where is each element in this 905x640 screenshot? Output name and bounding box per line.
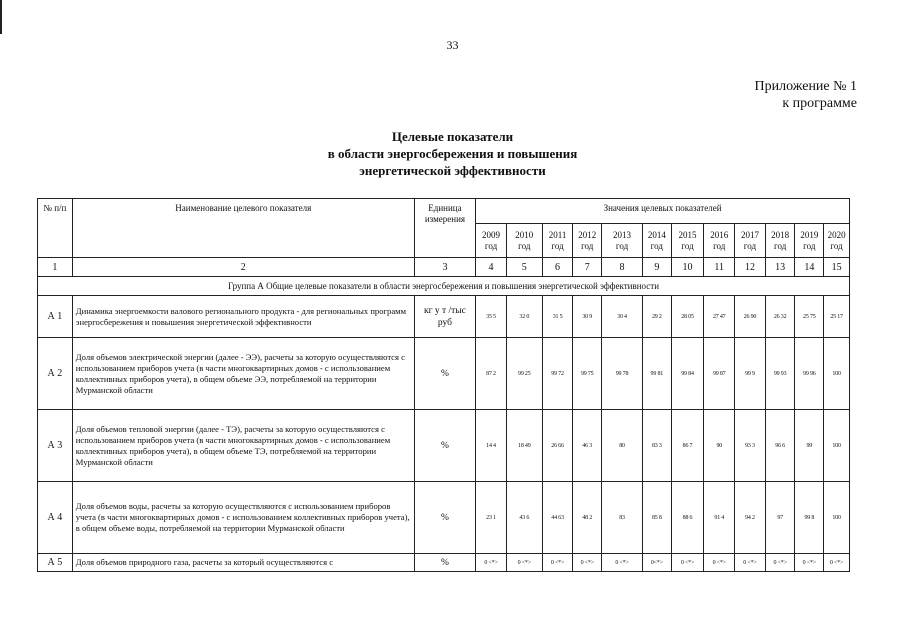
column-number: 10 [671,258,704,277]
table-row [38,482,850,554]
table-row [38,554,850,572]
year-word: год [551,240,564,251]
row-value: 0 <*> [795,554,824,572]
title-line-3: энергетической эффективности [359,163,546,178]
row-value: 100 [824,410,850,482]
header-name: Наименование целевого показателя [72,199,414,258]
row-value: 99 78 [602,338,643,410]
row-indicator-name: Доля объемов природного газа, расчеты за который осуществляются с [72,554,414,572]
row-value: 25 75 [795,296,824,338]
year-header [476,224,507,258]
year-value: 2016 [710,229,729,240]
row-value: 99 87 [704,338,735,410]
year-value: 2018 [771,229,790,240]
row-indicator-name: Доля объемов тепловой энергии (далее - ТЭ), расчеты за которую осуществляются с использованием приборов учета (в части многоквартирных домов - с использованием коллективных приборов учета), в общем объеме ТЭ, потребляемой на территории Мурманской области [72,410,414,482]
header-unit: Единица измерения [414,199,475,258]
column-number: 3 [414,258,475,277]
row-value: 99 96 [795,338,824,410]
year-header [506,224,542,258]
table-row [38,410,850,482]
row-value: 26 32 [765,296,795,338]
year-word: год [615,240,629,251]
row-value: 80 [602,410,643,482]
row-value: 0 <*> [765,554,795,572]
column-number: 11 [704,258,735,277]
row-value: 87 2 [476,338,507,410]
row-value: 46 3 [573,410,602,482]
year-value: 2011 [548,229,567,240]
row-unit: кг у т /тыс руб [414,296,475,338]
header-values: Значения целевых показателей [476,199,850,224]
row-value: 100 [824,338,850,410]
row-code: А 4 [38,482,73,554]
column-number: 12 [735,258,766,277]
row-value: 99 9 [735,338,766,410]
row-value: 14 4 [476,410,507,482]
row-value: 35 5 [476,296,507,338]
year-header [573,224,602,258]
year-header [642,224,671,258]
year-header [542,224,573,258]
year-value: 2019 [800,229,819,240]
row-value: 99 8 [795,482,824,554]
row-value: 26 66 [542,410,573,482]
row-indicator-name: Доля объемов электрической энергии (далее - ЭЭ), расчеты за которую осуществляются с использованием приборов учета (в части многоквартирных домов - с использованием коллективных приборов учета), в общем объеме ЭЭ, потребляемой на территории Мурманской области [72,338,414,410]
row-value: 88 6 [671,482,704,554]
year-word: год [518,240,531,251]
row-value: 83 3 [642,410,671,482]
row-indicator-name: Доля объемов воды, расчеты за которую осуществляются с использованием приборов учета (в части многоквартирных домов - с использованием коллективных приборов учета), в общем объеме воды, потребляемой на территории Мурманской области [72,482,414,554]
row-value: 0 <*> [671,554,704,572]
column-number: 9 [642,258,671,277]
row-value: 96 6 [765,410,795,482]
year-header [735,224,766,258]
year-header [704,224,735,258]
row-value: 28 05 [671,296,704,338]
row-value: 0<*> [642,554,671,572]
column-number: 5 [506,258,542,277]
row-value: 91 4 [704,482,735,554]
row-value: 0 <*> [573,554,602,572]
column-number: 2 [72,258,414,277]
row-value: 99 [795,410,824,482]
year-word: год [484,240,498,251]
row-value: 0 <*> [824,554,850,572]
year-header [824,224,850,258]
year-value: 2009 [482,229,500,240]
year-word: год [830,240,843,251]
row-value: 97 [765,482,795,554]
row-code: А 2 [38,338,73,410]
year-value: 2013 [613,229,632,240]
row-value: 99 81 [642,338,671,410]
row-indicator-name: Динамика энергоемкости валового регионального продукта - для региональных программ энергосбережения и повышения энергетической эффективности [72,296,414,338]
row-value: 18 49 [506,410,542,482]
year-word: год [581,240,594,251]
year-value: 2012 [578,229,597,240]
row-value: 99 84 [671,338,704,410]
year-header [602,224,643,258]
row-value: 99 75 [573,338,602,410]
row-value: 99 25 [506,338,542,410]
row-value: 99 72 [542,338,573,410]
row-value: 30 9 [573,296,602,338]
row-value: 94 2 [735,482,766,554]
group-a-heading: Группа А Общие целевые показатели в области энергосбережения и повышения энергетической эффективности [38,277,850,296]
row-value: 0 <*> [704,554,735,572]
year-word: год [803,240,816,251]
row-value: 48 2 [573,482,602,554]
row-value: 0 <*> [542,554,573,572]
column-number: 4 [476,258,507,277]
row-unit: % [414,482,475,554]
year-word: год [743,240,757,251]
row-code: А 1 [38,296,73,338]
header-num: № п/п [38,199,73,258]
title-line-1: Целевые показатели [391,129,514,144]
row-unit: % [414,410,475,482]
row-value: 85 8 [642,482,671,554]
column-number: 6 [542,258,573,277]
column-number: 8 [602,258,643,277]
column-number: 13 [765,258,795,277]
row-value: 43 6 [506,482,542,554]
indicators-table [37,198,850,572]
row-value: 27 47 [704,296,735,338]
appendix-line-1: Приложение № 1 [754,79,857,94]
row-unit: % [414,338,475,410]
row-value: 25 17 [824,296,850,338]
scan-edge-mark [0,0,2,34]
appendix-label [755,78,858,112]
column-number: 15 [824,258,850,277]
year-header [671,224,704,258]
row-unit: % [414,554,475,572]
year-value: 2017 [740,229,759,240]
row-value: 86 7 [671,410,704,482]
row-value: 90 [704,410,735,482]
column-number: 14 [795,258,824,277]
row-value: 0 <*> [506,554,542,572]
page-number: 33 [446,38,459,52]
row-value: 99 93 [765,338,795,410]
table-row [38,338,850,410]
row-value: 29 2 [642,296,671,338]
year-word: год [713,240,726,251]
year-value: 2015 [678,229,697,240]
row-value: 0 <*> [602,554,643,572]
row-value: 32 0 [506,296,542,338]
row-value: 31 5 [542,296,573,338]
year-word: год [773,240,787,251]
year-value: 2020 [827,229,846,240]
column-number: 1 [38,258,73,277]
row-value: 100 [824,482,850,554]
row-value: 0 <*> [735,554,766,572]
row-value: 0 <*> [476,554,507,572]
row-value: 23 1 [476,482,507,554]
appendix-line-2: к программе [782,96,857,111]
row-code: А 5 [38,554,73,572]
title-line-2: в области энергосбережения и повышения [327,146,578,161]
year-value: 2010 [515,229,534,240]
year-value: 2014 [647,229,666,240]
year-word: год [681,240,694,251]
row-value: 83 [602,482,643,554]
row-value: 26 90 [735,296,766,338]
year-header [765,224,795,258]
table-row [38,296,850,338]
row-value: 93 3 [735,410,766,482]
document-title [0,128,905,179]
row-value: 30 4 [602,296,643,338]
row-code: А 3 [38,410,73,482]
year-word: год [650,240,663,251]
year-header [795,224,824,258]
column-number: 7 [573,258,602,277]
row-value: 44 63 [542,482,573,554]
